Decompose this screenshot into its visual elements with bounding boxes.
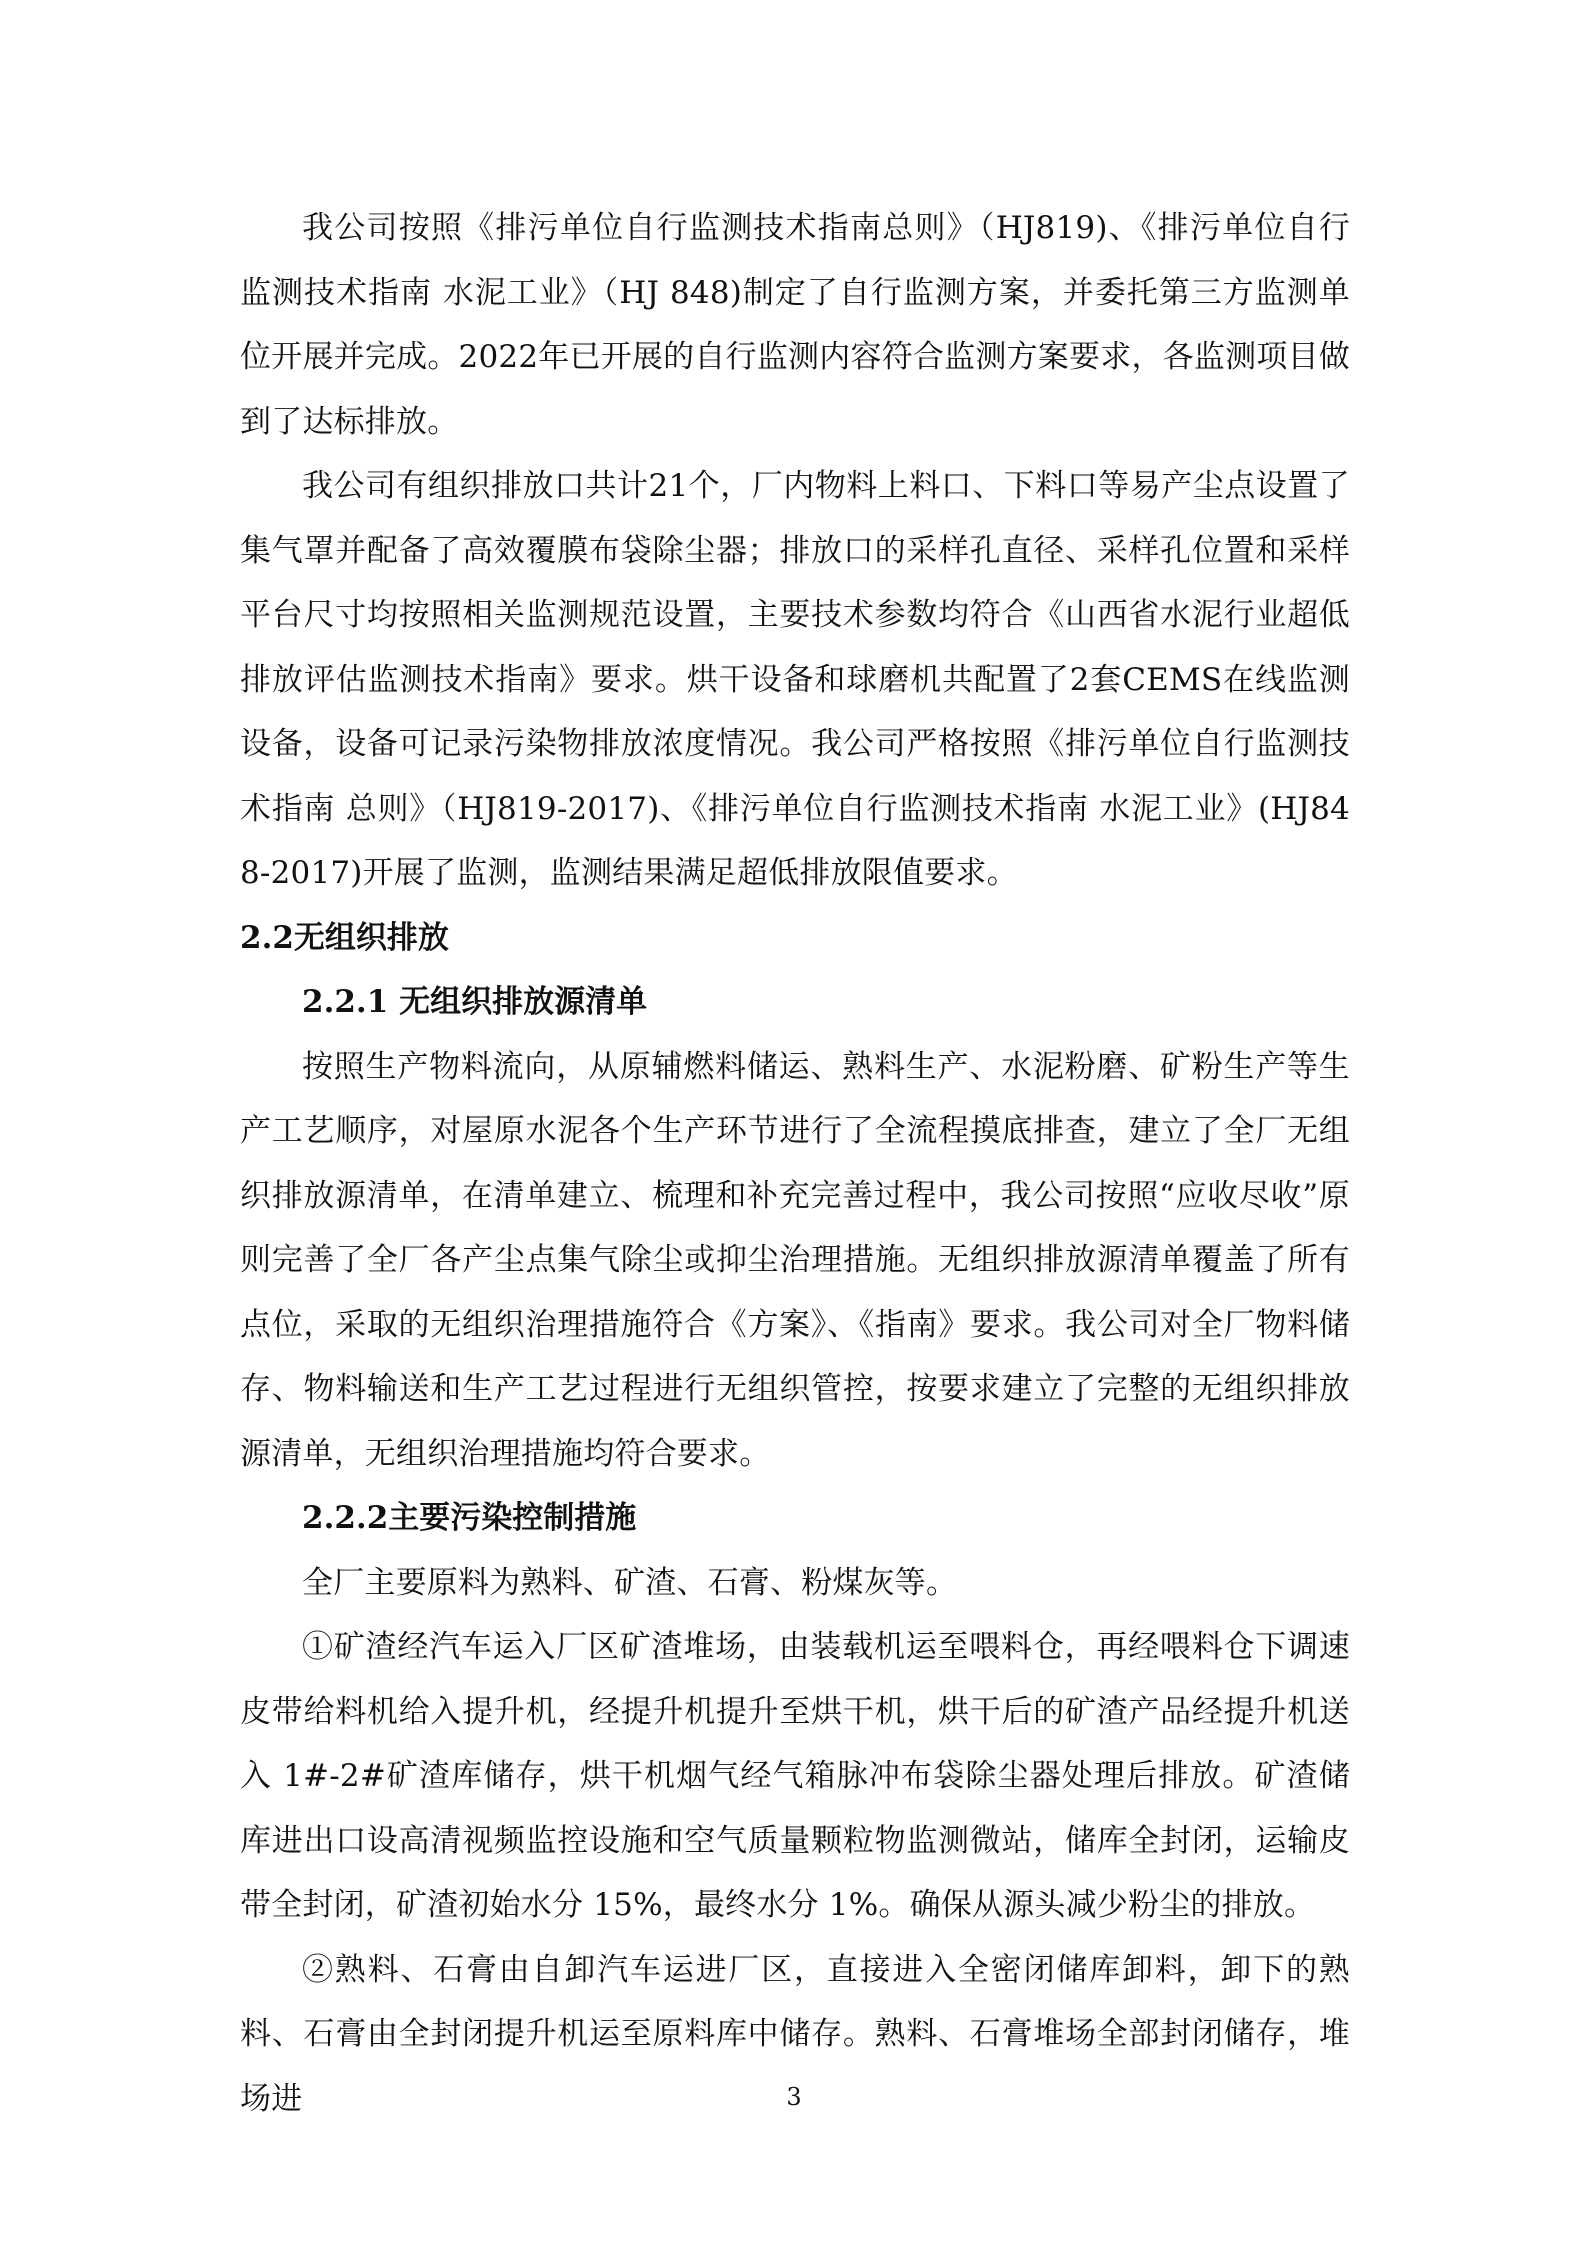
- paragraph-self-monitoring: 我公司按照《排污单位自行监测技术指南总则》（HJ819)、《排污单位自行监测技术指南 水泥工业》（HJ 848)制定了自行监测方案，并委托第三方监测单位开展并完成。2022年已开展的自行监测内容符合监测方案要求，各监测项目做到了达标排放。: [240, 210, 1350, 440]
- subsection-heading-2-2-1: 2.2.1 无组织排放源清单: [302, 984, 648, 1020]
- paragraph-slag-process: ①矿渣经汽车运入厂区矿渣堆场，由装载机运至喂料仓，再经喂料仓下调速皮带给料机给入提升机，经提升机提升至烘干机，烘干后的矿渣产品经提升机送入 1#-2#矿渣库储存，烘干机烟气经气箱脉冲布袋除尘器处理后排放。矿渣储库进出口设高清视频监控设施和空气质量颗粒物监测微站，储库全封闭，运输皮带全封闭，矿渣初始水分 15%，最终水分 1%。确保从源头减少粉尘的排放。: [240, 1629, 1350, 1923]
- paragraph-organized-emission: 我公司有组织排放口共计21个，厂内物料上料口、下料口等易产尘点设置了集气罩并配备了高效覆膜布袋除尘器；排放口的采样孔直径、采样孔位置和采样平台尺寸均按照相关监测规范设置，主要技术参数均符合《山西省水泥行业超低排放评估监测技术指南》要求。烘干设备和球磨机共配置了2套CEMS在线监测设备，设备可记录污染物排放浓度情况。我公司严格按照《排污单位自行监测技术指南 总则》（HJ819-2017)、《排污单位自行监测技术指南 水泥工业》(HJ848-2017)开展了监测，监测结果满足超低排放限值要求。: [240, 468, 1350, 891]
- paragraph-fugitive-source-list: 按照生产物料流向，从原辅燃料储运、熟料生产、水泥粉磨、矿粉生产等生产工艺顺序，对屋原水泥各个生产环节进行了全流程摸底排查，建立了全厂无组织排放源清单，在清单建立、梳理和补充完善过程中，我公司按照“应收尽收”原则完善了全厂各产尘点集气除尘或抑尘治理措施。无组织排放源清单覆盖了所有点位，采取的无组织治理措施符合《方案》、《指南》要求。我公司对全厂物料储存、物料输送和生产工艺过程进行无组织管控，按要求建立了完整的无组织排放源清单，无组织治理措施均符合要求。: [240, 1048, 1350, 1472]
- paragraph-raw-materials: 全厂主要原料为熟料、矿渣、石膏、粉煤灰等。: [302, 1564, 958, 1601]
- page-number: 3: [786, 2083, 802, 2111]
- section-heading-2-2: 2.2无组织排放: [240, 919, 449, 956]
- subsection-heading-2-2-2: 2.2.2主要污染控制措施: [302, 1500, 637, 1536]
- paragraph-clinker-gypsum: ②熟料、石膏由自卸汽车运进厂区，直接进入全密闭储库卸料，卸下的熟料、石膏由全封闭提升机运至原料库中储存。熟料、石膏堆场全部封闭储存，堆场进: [240, 1951, 1350, 2117]
- page-content: [240, 196, 1350, 2131]
